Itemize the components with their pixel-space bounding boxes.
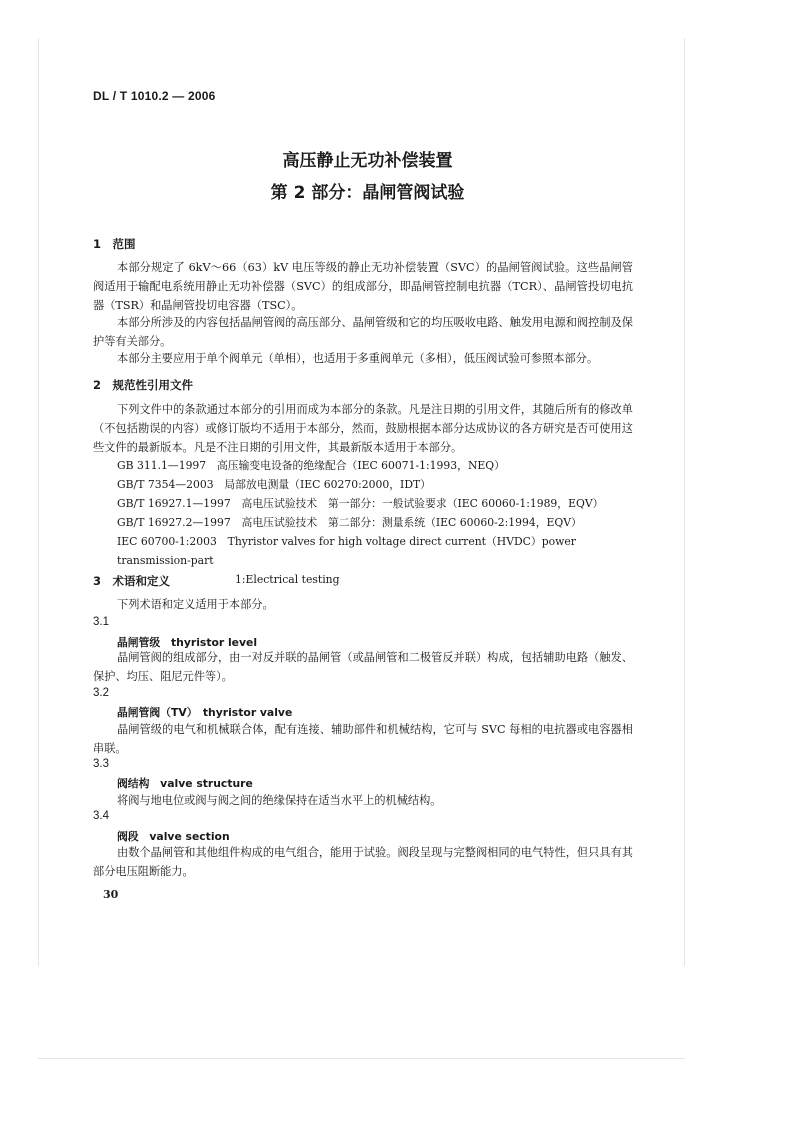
term-number: 3.1 [93,616,109,628]
term-definition: 晶闸管级的电气和机械联合体，配有连接、辅助部件和机械结构，它可与 SVC 每相的电抗器或电容器相串联。 [93,723,633,755]
reference-item: GB/T 16927.2—1997 高电压试验技术 第二部分：测量系统（IEC 60060-2:1994，EQV） [117,516,582,529]
page-border-bottom [38,1058,685,1059]
reference-item [117,532,637,589]
section-2-heading: 2 规范性引用文件 [93,378,194,392]
term-title: 阀段 valve section [117,830,230,843]
term-definition: 由数个晶闸管和其他组件构成的电气组合，能用于试验。阀段呈现与完整阀相同的电气特性，但只具有其部分电压阻断能力。 [93,846,633,878]
section-3-intro: 下列术语和定义适用于本部分。 [117,598,274,611]
term-title: 晶闸管级 thyristor level [117,636,258,649]
section-1-paragraph-1: 本部分规定了 6kV～66（63）kV 电压等级的静止无功补偿装置（SVC）的晶闸管阀试验。这些晶闸管阀适用于输配电系统用静止无功补偿器（SVC）的组成部分，即晶闸管控制电抗器（TCR）、晶闸管投切电抗器（TSR）和晶闸管投切电容器（TSC）。 [93,261,633,312]
reference-item: GB/T 16927.1—1997 高电压试验技术 第一部分：一般试验要求（IEC 60060-1:1989，EQV） [117,497,604,510]
reference-item: GB 311.1—1997 高压输变电设备的绝缘配合（IEC 60071-1:1993，NEQ） [117,459,505,472]
term-definition: 将阀与地电位或阀与阀之间的绝缘保持在适当水平上的机械结构。 [117,794,442,807]
term-title: 晶闸管阀（TV） thyristor valve [117,706,293,719]
section-2-paragraph-1: 下列文件中的条款通过本部分的引用而成为本部分的条款。凡是注日期的引用文件，其随后所有的修改单（不包括勘误的内容）或修订版均不适用于本部分，然而，鼓励根据本部分达成协议的各方研究是否可使用这些文件的最新版本。凡是不注日期的引用文件，其最新版本适用于本部分。 [93,403,633,454]
term-definition: 晶闸管阀的组成部分，由一对反并联的晶闸管（或晶闸管和二极管反并联）构成，包括辅助电路（触发、保护、均压、阻尼元件等）。 [93,651,633,683]
term-number: 3.4 [93,810,109,822]
section-1-heading: 1 范围 [93,237,136,251]
page-number: 30 [103,888,119,901]
section-3-heading: 3 术语和定义 [93,574,171,588]
term-number: 3.2 [93,687,109,699]
document-code: DL / T 1010.2 — 2006 [93,89,216,103]
reference-item: GB/T 7354—2003 局部放电测量（IEC 60270:2000，IDT） [117,478,431,491]
section-1-paragraph-2: 本部分所涉及的内容包括晶闸管阀的高压部分、晶闸管级和它的均压吸收电路、触发用电源和阀控制及保护等有关部分。 [93,316,633,348]
term-number: 3.3 [93,758,109,770]
section-1-paragraph-3: 本部分主要应用于单个阀单元（单相），也适用于多重阀单元（多相），低压阀试验可参照本部分。 [117,352,599,365]
document-title: 高压静止无功补偿装置 [282,151,453,171]
term-title: 阀结构 valve structure [117,777,253,790]
reference-item-line1: IEC 60700-1:2003 Thyristor valves for high voltage direct current（HVDC）power transmission-part [117,535,576,567]
document-subtitle: 第 2 部分：晶闸管阀试验 [270,183,465,203]
reference-item-line2: 1:Electrical testing [235,573,340,586]
